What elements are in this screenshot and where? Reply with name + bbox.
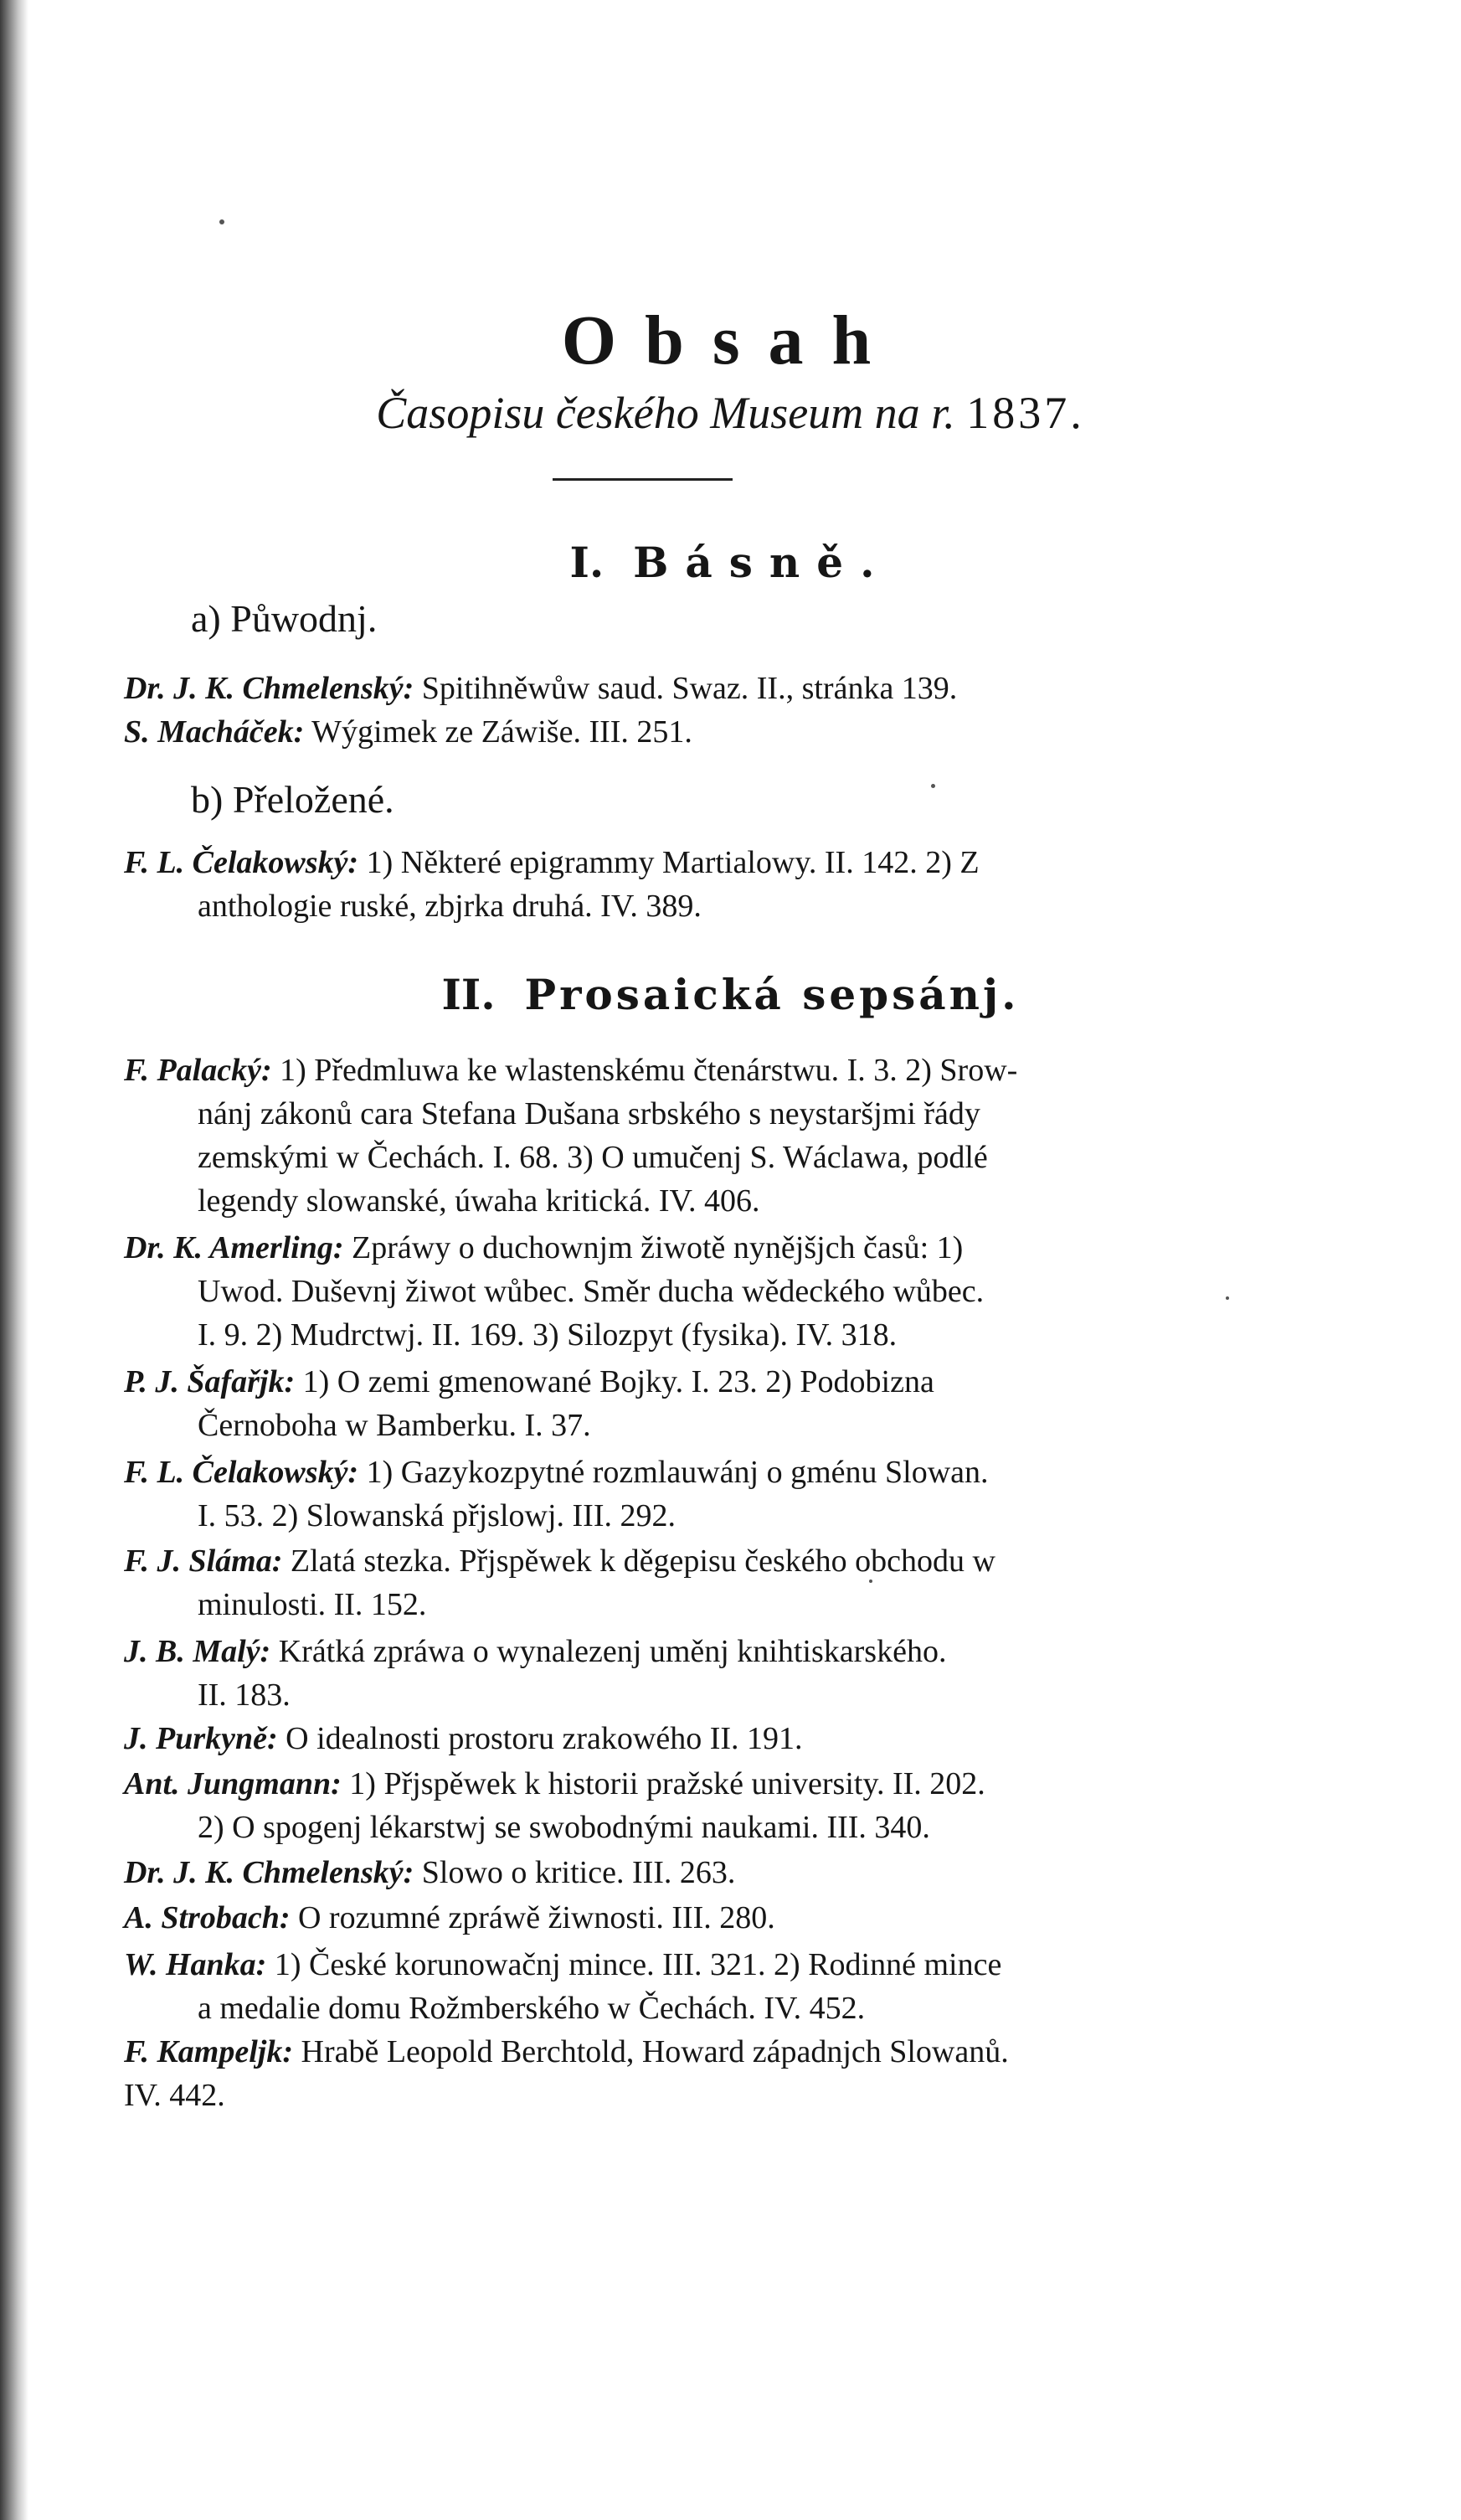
entry-text: I. 9. 2) Mudrctwj. II. 169. 3) Silozpyt (fysika). IV. 318.: [198, 1317, 898, 1353]
entry-text: Krátká zpráwa o wynalezenj uměnj knihtiskarského.: [278, 1634, 947, 1669]
section-number: II.: [441, 970, 496, 1019]
entry-text: Zlatá stezka. Přjspěwek k děgepisu českého obchodu w: [290, 1543, 995, 1579]
entry-author: A. Strobach:: [124, 1900, 291, 1935]
entry-text: legendy slowanské, úwaha kritická. IV. 406.: [198, 1183, 760, 1219]
entry-text: zemskými w Čechách. I. 68. 3) O umučenj S. Wáclawa, podlé: [198, 1140, 988, 1175]
toc-entry: [124, 1762, 1166, 1849]
section-heading-prosaicka: [0, 970, 1461, 1019]
section-number: I.: [569, 538, 604, 587]
toc-entry: [124, 1539, 1166, 1626]
entry-author: Dr. J. K. Chmelenský:: [124, 1855, 414, 1890]
entry-text: a medalie domu Rožmberského w Čechách. IV. 452.: [198, 1991, 866, 2026]
entry-text: IV. 442.: [124, 2078, 225, 2113]
toc-entry: [124, 667, 1166, 710]
entry-author: F. Palacký:: [124, 1053, 272, 1088]
entry-author: Ant. Jungmann:: [124, 1766, 342, 1801]
entry-text: Černoboha w Bamberku. I. 37.: [198, 1408, 591, 1443]
entry-text: 1) Gazykozpytné rozmlauwánj o gménu Slowan.: [366, 1455, 989, 1490]
entry-text: Hrabě Leopold Berchtold, Howard západnjch Slowanů.: [301, 2034, 1009, 2069]
entry-text: II. 183.: [198, 1677, 291, 1713]
entry-text: anthologie ruské, zbjrka druhá. IV. 389.: [198, 889, 702, 924]
entry-text: 1) Předmluwa ke wlastenskému čtenárstwu. I. 3. 2) Srow-: [280, 1053, 1018, 1088]
entry-text: Wýgimek ze Záwiše. III. 251.: [311, 714, 692, 750]
entry-text: 1) O zemi gmenowané Bojky. I. 23. 2) Podobizna: [302, 1364, 934, 1399]
entry-text: 1) Některé epigrammy Martialowy. II. 142. 2) Z: [366, 845, 980, 880]
entry-text: Uwod. Duševnj žiwot wůbec. Směr ducha wědeckého wůbec.: [198, 1274, 985, 1309]
entry-text: O rozumné zpráwě žiwnosti. III. 280.: [297, 1900, 775, 1935]
entry-text: Zpráwy o duchownjm žiwotě nynějšjch časů: 1): [352, 1230, 964, 1265]
section-title: Prosaická sepsánj.: [524, 970, 1020, 1019]
toc-entry: [124, 1360, 1166, 1447]
scan-speck: [931, 784, 935, 788]
entry-author: F. J. Sláma:: [124, 1543, 283, 1579]
toc-entry: [124, 1717, 1166, 1760]
toc-entry: [124, 1851, 1166, 1894]
page-subtitle: [0, 387, 1461, 439]
title-divider: [553, 478, 733, 481]
toc-entry: [124, 710, 1166, 754]
entry-text: Slowo o kritice. III. 263.: [421, 1855, 736, 1890]
entry-text: 1) České korunowačnj mince. III. 321. 2) Rodinné mince: [274, 1947, 1002, 1982]
toc-entry: [124, 1630, 1166, 1717]
entry-author: F. L. Čelakowský:: [124, 845, 359, 880]
entry-author: F. L. Čelakowský:: [124, 1455, 359, 1490]
subsection-label-puwodnj: a) Půwodnj.: [191, 597, 378, 640]
toc-entry: [124, 841, 1166, 928]
subsection-label-prelozene: b) Přeložené.: [191, 778, 394, 821]
entry-author: Dr. K. Amerling:: [124, 1230, 344, 1265]
entry-text: I. 53. 2) Slowanská přjslowj. III. 292.: [198, 1498, 676, 1533]
toc-entry: [124, 1049, 1166, 1223]
scan-speck: [219, 219, 224, 224]
subtitle-journal: Časopisu českého Museum na r.: [376, 388, 955, 438]
entry-text: Spitihněwůw saud. Swaz. II., stránka 139.: [421, 671, 958, 706]
section-heading-basne: [0, 538, 1461, 587]
entry-author: W. Hanka:: [124, 1947, 267, 1982]
entry-text: minulosti. II. 152.: [198, 1587, 427, 1622]
toc-entry: [124, 1226, 1166, 1357]
toc-entry: [124, 1451, 1166, 1538]
scan-speck: [869, 1580, 872, 1583]
toc-entry: [124, 1896, 1166, 1940]
entry-text: 1) Přjspěwek k historii pražské university. II. 202.: [349, 1766, 985, 1801]
toc-entry: [124, 1943, 1166, 2030]
entry-text: 2) O spogenj lékarstwj se swobodnými naukami. III. 340.: [198, 1810, 930, 1845]
entry-text: O idealnosti prostoru zrakowého II. 191.: [286, 1721, 803, 1756]
entry-text: nánj zákonů cara Stefana Dušana srbského s neystaršjmi řády: [198, 1096, 980, 1131]
section-title: Básně.: [633, 538, 892, 587]
entry-author: S. Macháček:: [124, 714, 305, 750]
entry-author: J. B. Malý:: [124, 1634, 271, 1669]
subtitle-year: 1837.: [966, 388, 1085, 438]
entry-author: Dr. J. K. Chmelenský:: [124, 671, 414, 706]
scan-speck: [1226, 1296, 1229, 1300]
entry-author: F. Kampeljk:: [124, 2034, 293, 2069]
toc-entry: [124, 2030, 1166, 2117]
entry-author: J. Purkyně:: [124, 1721, 278, 1756]
page-title: Obsah: [561, 301, 900, 379]
entry-author: P. J. Šafařjk:: [124, 1364, 296, 1399]
